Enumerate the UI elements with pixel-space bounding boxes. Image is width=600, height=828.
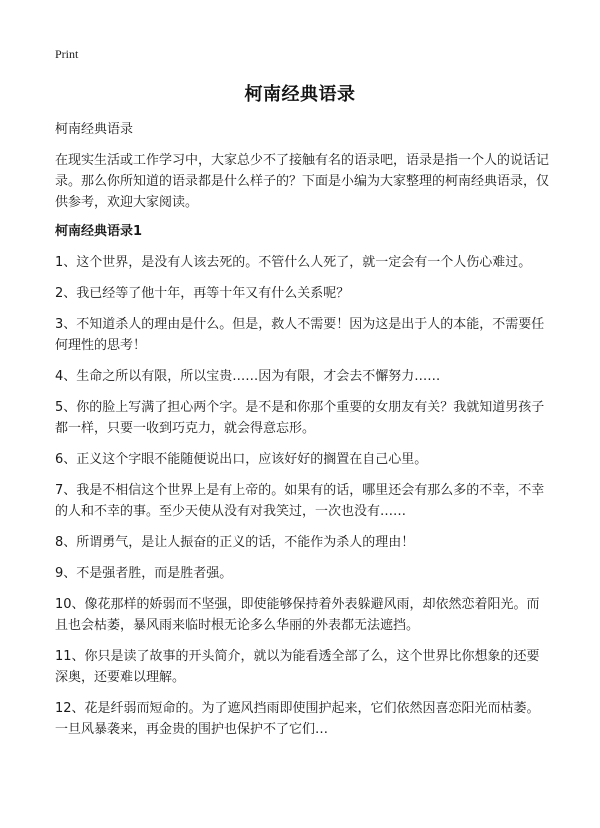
quote-item: 3、不知道杀人的理由是什么。但是，救人不需要！因为这是出于人的本能，不需要任何理性的思考！: [55, 317, 545, 353]
quote-item: 2、我已经等了他十年，再等十年又有什么关系呢？: [55, 286, 350, 301]
quote-item: 12、花是纤弱而短命的。为了遮风挡雨即使围护起来，它们依然因喜恋阳光而枯萎。一旦风暴袭来，再金贵的围护也保护不了它们…: [55, 701, 540, 737]
document-body: [55, 120, 550, 750]
quote-item: 5、你的脸上写满了担心两个字。是不是和你那个重要的女朋友有关？我就知道男孩子都一样，只要一收到巧克力，就会得意忘形。: [55, 400, 545, 436]
quote-item: 11、你只是读了故事的开头简介，就以为能看透全部了么，这个世界比你想象的还要深奥，还要难以理解。: [55, 649, 540, 685]
quote-item: 1、这个世界，是没有人该去死的。不管什么人死了，就一定会有一个人伤心难过。: [55, 255, 532, 270]
section-heading: 柯南经典语录1: [55, 224, 143, 239]
quote-item: 6、正义这个字眼不能随便说出口，应该好好的搁置在自己心里。: [55, 452, 428, 467]
quote-item: 4、生命之所以有限，所以宝贵……因为有限，才会去不懈努力……: [55, 369, 441, 384]
quote-item: 8、所谓勇气，是让人振奋的正义的话，不能作为杀人的理由！: [55, 535, 415, 550]
document-subtitle: 柯南经典语录: [55, 122, 134, 137]
intro-paragraph: 在现实生活或工作学习中，大家总少不了接触有名的语录吧，语录是指一个人的说话记录。那么你所知道的语录都是什么样子的？下面是小编为大家整理的柯南经典语录，仅供参考，欢迎大家阅读。: [55, 153, 550, 210]
page-title: 柯南经典语录: [244, 84, 356, 105]
print-label: Print: [55, 47, 79, 61]
quote-item: 10、像花那样的娇弱而不坚强，即使能够保持着外表躲避风雨，却依然恋着阳光。而且也会枯萎，暴风雨来临时根无论多么华丽的外表都无法遮挡。: [55, 597, 540, 633]
quote-item: 7、我是不相信这个世界上是有上帝的。如果有的话，哪里还会有那么多的不幸，不幸的人和不幸的事。至少天使从没有对我笑过，一次也没有……: [55, 483, 545, 519]
quote-item: 9、不是强者胜，而是胜者强。: [55, 566, 233, 581]
